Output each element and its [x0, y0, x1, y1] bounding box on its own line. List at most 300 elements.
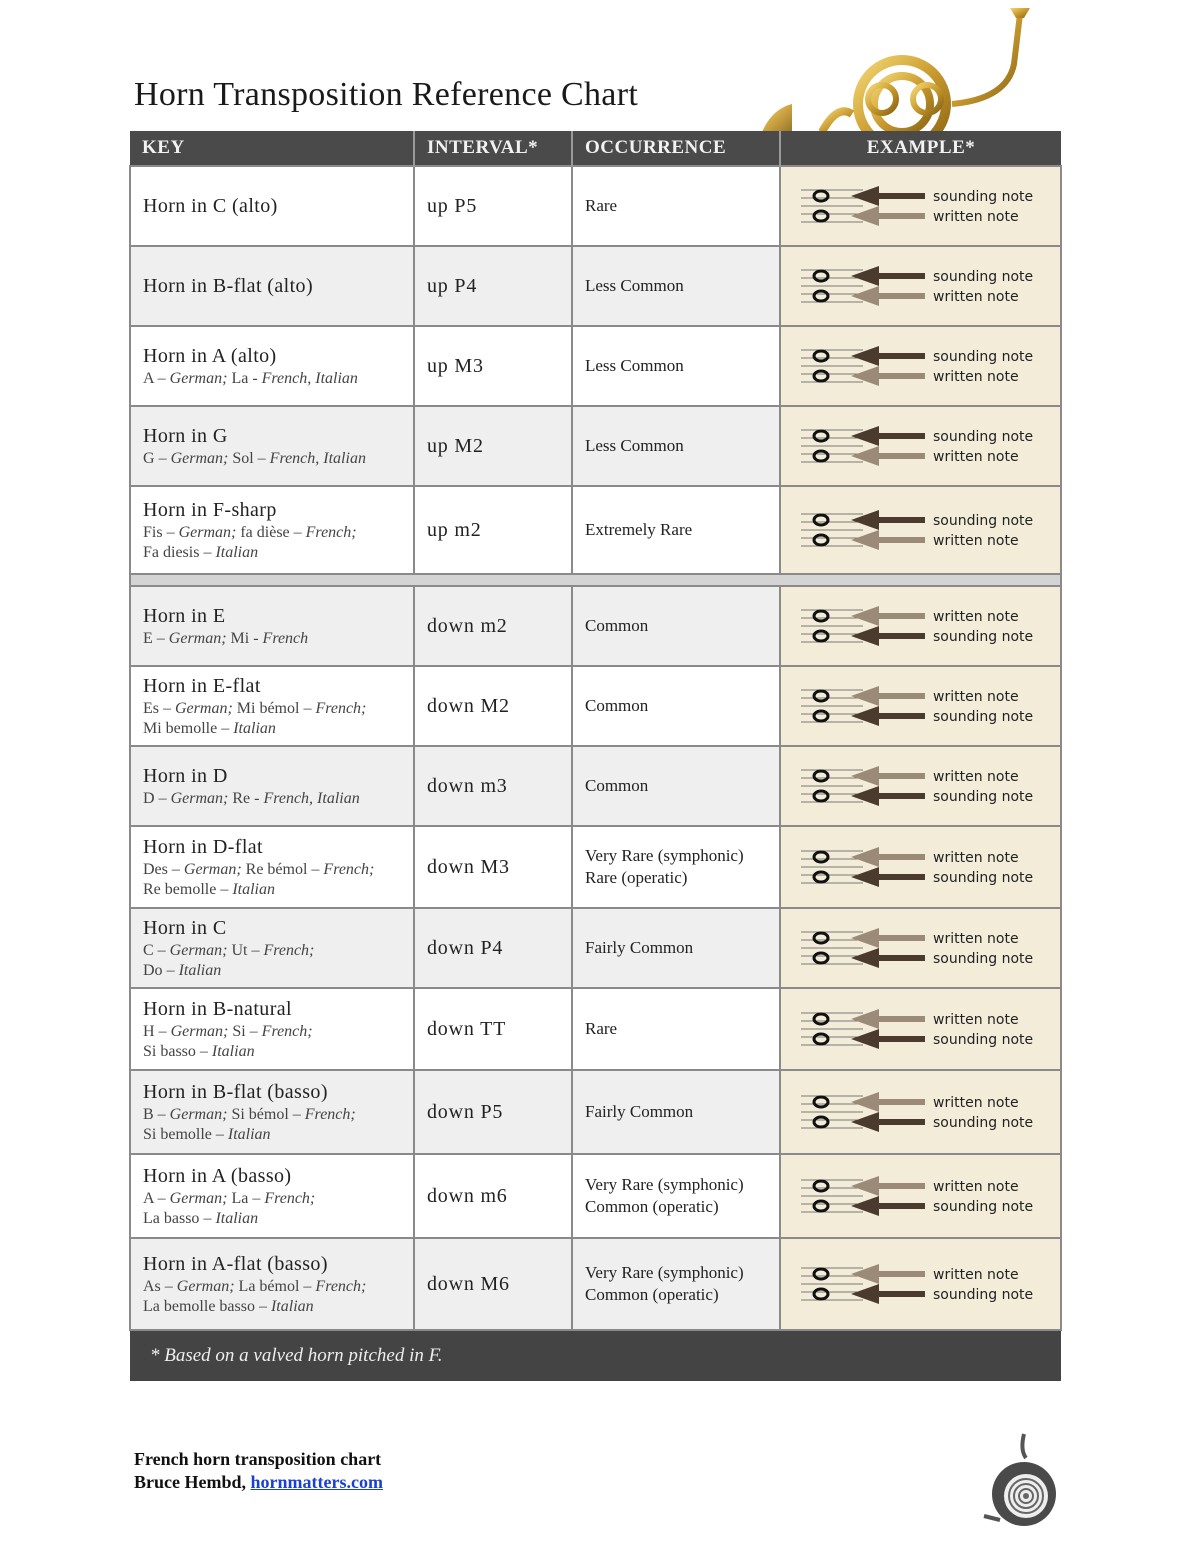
- note-name: As: [143, 1277, 165, 1295]
- example-staff: [781, 668, 1060, 744]
- written-note-head: [814, 852, 828, 862]
- key-name: Horn in A (basso): [143, 1164, 292, 1187]
- language-name: – German;: [157, 369, 232, 387]
- sounding-arrow-shaft: [877, 1119, 925, 1125]
- language-name: – German;: [158, 449, 233, 467]
- occurrence-line: Fairly Common: [585, 938, 694, 957]
- sounding-note-label: sounding note: [933, 349, 1034, 365]
- interval-cell: up M2: [414, 406, 572, 486]
- key-cell: [130, 746, 414, 826]
- written-arrow-shaft: [877, 453, 925, 459]
- language-name: – French;: [249, 1022, 313, 1040]
- written-arrow-shaft: [877, 213, 925, 219]
- written-note-label: written note: [933, 1012, 1019, 1028]
- sounding-arrow-shaft: [877, 1203, 925, 1209]
- sounding-note-label: sounding note: [933, 709, 1034, 725]
- footer-credit: [134, 1448, 383, 1494]
- note-name: B: [143, 1105, 158, 1123]
- sounding-note-head: [814, 631, 828, 641]
- sounding-note-head: [814, 515, 828, 525]
- sounding-note-label: sounding note: [933, 269, 1034, 285]
- occurrence-cell: [572, 908, 780, 988]
- header-occurrence: OCCURRENCE: [572, 131, 780, 166]
- example-staff: [781, 990, 1060, 1068]
- table-row: [130, 1070, 1061, 1154]
- occurrence-cell: [572, 826, 780, 908]
- key-name: Horn in C (alto): [143, 194, 278, 217]
- language-name: – German;: [158, 789, 233, 807]
- sounding-note-head: [814, 1034, 828, 1044]
- note-name: Fis: [143, 523, 167, 541]
- key-name: Horn in A (alto): [143, 344, 277, 367]
- interval-cell: down m3: [414, 746, 572, 826]
- key-cell: [130, 826, 414, 908]
- occurrence-line: Rare (operatic): [585, 868, 688, 887]
- note-name: Fa diesis: [143, 543, 204, 561]
- key-cell: [130, 1154, 414, 1238]
- written-arrow-head: [851, 606, 879, 626]
- example-staff: [781, 248, 1060, 324]
- language-name: – German;: [163, 699, 237, 717]
- key-cell: [130, 406, 414, 486]
- sounding-note-head: [814, 1289, 828, 1299]
- example-staff: [781, 588, 1060, 664]
- example-cell: [780, 1154, 1061, 1238]
- interval-cell: up m2: [414, 486, 572, 574]
- sounding-arrow-shaft: [877, 874, 925, 880]
- language-name: – Italian: [203, 1209, 259, 1227]
- example-cell: [780, 406, 1061, 486]
- table-row: [130, 1154, 1061, 1238]
- table-row: [130, 826, 1061, 908]
- written-arrow-head: [851, 928, 879, 948]
- language-name: – French;: [311, 860, 375, 878]
- key-name: Horn in E: [143, 604, 226, 627]
- note-name: fa dièse: [240, 523, 294, 541]
- table-row: [130, 1238, 1061, 1330]
- section-divider-cell: [130, 574, 1061, 586]
- sounding-note-label: sounding note: [933, 429, 1034, 445]
- language-name: – German;: [164, 1277, 239, 1295]
- interval-cell: up M3: [414, 326, 572, 406]
- occurrence-cell: [572, 326, 780, 406]
- sounding-arrow-head: [851, 510, 879, 530]
- occurrence-line: Common (operatic): [585, 1285, 719, 1304]
- written-note-label: written note: [933, 689, 1019, 705]
- language-name: - French: [253, 629, 309, 647]
- written-note-head: [814, 611, 828, 621]
- note-name: Mi bemolle: [143, 719, 222, 737]
- language-name: – German;: [157, 941, 232, 959]
- sounding-note-head: [814, 191, 828, 201]
- key-cell: [130, 486, 414, 574]
- note-name: H: [143, 1022, 159, 1040]
- sounding-note-label: sounding note: [933, 951, 1034, 967]
- example-cell: [780, 166, 1061, 246]
- written-note-label: written note: [933, 209, 1019, 225]
- sounding-note-label: sounding note: [933, 1287, 1034, 1303]
- written-note-label: written note: [933, 289, 1019, 305]
- written-note-head: [814, 1269, 828, 1279]
- language-name: – Italian: [215, 1125, 271, 1143]
- written-arrow-shaft: [877, 1271, 925, 1277]
- sounding-arrow-shaft: [877, 1291, 925, 1297]
- note-name: A: [143, 1189, 158, 1207]
- written-arrow-head: [851, 1092, 879, 1112]
- table-row: [130, 406, 1061, 486]
- language-name: – Italian: [199, 1042, 255, 1060]
- note-name: Si basso: [143, 1042, 200, 1060]
- key-translation: [143, 881, 401, 899]
- language-name: – French;: [251, 941, 315, 959]
- example-cell: [780, 486, 1061, 574]
- header-example: EXAMPLE*: [780, 131, 1061, 166]
- example-cell: [780, 1238, 1061, 1330]
- occurrence-line: Common (operatic): [585, 1197, 719, 1216]
- sounding-note-label: sounding note: [933, 1115, 1034, 1131]
- note-name: Do: [143, 961, 167, 979]
- transposition-table: [129, 131, 1062, 1381]
- written-note-label: written note: [933, 369, 1019, 385]
- note-name: Si bemolle: [143, 1125, 216, 1143]
- sounding-arrow-head: [851, 186, 879, 206]
- key-name: Horn in C: [143, 916, 227, 939]
- note-name: Des: [143, 860, 172, 878]
- note-name: E: [143, 629, 157, 647]
- language-name: – Italian: [166, 961, 222, 979]
- sounding-arrow-shaft: [877, 193, 925, 199]
- written-arrow-shaft: [877, 537, 925, 543]
- example-staff: [781, 1072, 1060, 1152]
- language-name: - French, Italian: [254, 789, 360, 807]
- written-arrow-head: [851, 1009, 879, 1029]
- occurrence-line: Common: [585, 696, 649, 715]
- occurrence-cell: [572, 1154, 780, 1238]
- key-cell: [130, 908, 414, 988]
- written-note-head: [814, 691, 828, 701]
- occurrence-cell: [572, 746, 780, 826]
- key-cell: [130, 586, 414, 666]
- key-name: Horn in B-natural: [143, 997, 292, 1020]
- occurrence-line: Extremely Rare: [585, 520, 693, 539]
- sounding-note-head: [814, 1201, 828, 1211]
- note-name: Si: [232, 1022, 250, 1040]
- example-staff: [781, 748, 1060, 824]
- written-note-label: written note: [933, 769, 1019, 785]
- language-name: – German;: [157, 1189, 232, 1207]
- written-note-head: [814, 371, 828, 381]
- sounding-note-label: sounding note: [933, 870, 1034, 886]
- table-row: [130, 746, 1061, 826]
- language-name: – French;: [292, 1105, 356, 1123]
- sounding-note-head: [814, 351, 828, 361]
- example-cell: [780, 326, 1061, 406]
- key-cell: [130, 988, 414, 1070]
- note-name: A: [143, 369, 158, 387]
- note-name: La bémol: [238, 1277, 304, 1295]
- sounding-arrow-head: [851, 706, 879, 726]
- sounding-note-label: sounding note: [933, 1199, 1034, 1215]
- example-staff: [781, 1156, 1060, 1236]
- written-arrow-head: [851, 1264, 879, 1284]
- written-note-head: [814, 771, 828, 781]
- written-note-head: [814, 535, 828, 545]
- key-translation: [143, 1298, 401, 1316]
- example-staff: [781, 1240, 1060, 1328]
- table-body: [130, 166, 1061, 1330]
- footnote-row: [130, 1330, 1061, 1381]
- key-cell: [130, 166, 414, 246]
- key-translation: [143, 1278, 401, 1296]
- occurrence-line: Common: [585, 776, 649, 795]
- key-translation: [143, 700, 401, 718]
- written-note-head: [814, 1181, 828, 1191]
- sounding-arrow-head: [851, 786, 879, 806]
- note-name: Re bemolle: [143, 880, 221, 898]
- key-translation: [143, 524, 401, 542]
- occurrence-cell: [572, 666, 780, 746]
- key-translation: [143, 544, 401, 562]
- interval-cell: down P5: [414, 1070, 572, 1154]
- key-name: Horn in A-flat (basso): [143, 1252, 328, 1275]
- occurrence-line: Rare: [585, 1019, 618, 1038]
- sounding-note-head: [814, 872, 828, 882]
- sounding-arrow-shaft: [877, 793, 925, 799]
- written-arrow-shaft: [877, 935, 925, 941]
- key-name: Horn in D: [143, 764, 228, 787]
- language-name: – French, Italian: [257, 449, 366, 467]
- language-name: – German;: [171, 860, 246, 878]
- written-arrow-head: [851, 686, 879, 706]
- sounding-arrow-shaft: [877, 713, 925, 719]
- sounding-arrow-shaft: [877, 433, 925, 439]
- key-translation: [143, 962, 401, 980]
- key-translation: [143, 1190, 401, 1208]
- interval-cell: down M6: [414, 1238, 572, 1330]
- sounding-note-label: sounding note: [933, 189, 1034, 205]
- horn-logo-icon: [980, 1432, 1062, 1532]
- sounding-arrow-head: [851, 426, 879, 446]
- example-staff: [781, 488, 1060, 572]
- written-note-head: [814, 933, 828, 943]
- sounding-arrow-shaft: [877, 1036, 925, 1042]
- key-translation: [143, 942, 401, 960]
- table-row: [130, 166, 1061, 246]
- key-cell: [130, 326, 414, 406]
- table-header-row: [130, 131, 1061, 166]
- sounding-note-label: sounding note: [933, 1032, 1034, 1048]
- written-arrow-head: [851, 446, 879, 466]
- occurrence-line: Less Common: [585, 356, 684, 375]
- sounding-arrow-head: [851, 1112, 879, 1132]
- occurrence-cell: [572, 166, 780, 246]
- key-cell: [130, 246, 414, 326]
- example-cell: [780, 586, 1061, 666]
- footer-title: French horn transposition chart: [134, 1449, 382, 1469]
- interval-cell: down P4: [414, 908, 572, 988]
- footer-author-line: [134, 1471, 383, 1494]
- written-arrow-shaft: [877, 1183, 925, 1189]
- written-arrow-head: [851, 206, 879, 226]
- table-row: [130, 586, 1061, 666]
- sounding-arrow-head: [851, 626, 879, 646]
- note-name: Re bémol: [245, 860, 312, 878]
- sounding-arrow-head: [851, 346, 879, 366]
- written-note-head: [814, 451, 828, 461]
- header-interval: INTERVAL*: [414, 131, 572, 166]
- note-name: Mi bémol: [236, 699, 304, 717]
- written-note-label: written note: [933, 931, 1019, 947]
- note-name: C: [143, 941, 158, 959]
- note-name: La: [231, 369, 253, 387]
- key-name: Horn in F-sharp: [143, 498, 277, 521]
- example-staff: [781, 910, 1060, 986]
- written-arrow-head: [851, 1176, 879, 1196]
- section-divider: [130, 574, 1061, 586]
- sounding-note-head: [814, 953, 828, 963]
- note-name: Re: [232, 789, 255, 807]
- written-note-label: written note: [933, 850, 1019, 866]
- sounding-arrow-head: [851, 1029, 879, 1049]
- occurrence-line: Rare: [585, 196, 618, 215]
- sounding-arrow-head: [851, 266, 879, 286]
- written-note-label: written note: [933, 533, 1019, 549]
- example-cell: [780, 908, 1061, 988]
- language-name: - French, Italian: [252, 369, 358, 387]
- key-translation: [143, 790, 401, 808]
- language-name: – French;: [303, 699, 367, 717]
- occurrence-cell: [572, 246, 780, 326]
- note-name: Mi: [230, 629, 254, 647]
- note-name: La bemolle basso: [143, 1297, 259, 1315]
- occurrence-line: Less Common: [585, 276, 684, 295]
- written-note-label: written note: [933, 449, 1019, 465]
- written-note-head: [814, 211, 828, 221]
- key-translation: [143, 1126, 401, 1144]
- sounding-arrow-head: [851, 948, 879, 968]
- example-staff: [781, 328, 1060, 404]
- occurrence-cell: [572, 586, 780, 666]
- written-note-label: written note: [933, 1179, 1019, 1195]
- sounding-arrow-head: [851, 1284, 879, 1304]
- table-row: [130, 666, 1061, 746]
- sounding-note-head: [814, 711, 828, 721]
- interval-cell: down m6: [414, 1154, 572, 1238]
- key-cell: [130, 1238, 414, 1330]
- language-name: – French;: [293, 523, 357, 541]
- key-name: Horn in B-flat (alto): [143, 274, 314, 297]
- sounding-note-head: [814, 1117, 828, 1127]
- interval-cell: down M3: [414, 826, 572, 908]
- key-translation: [143, 1023, 401, 1041]
- table-row: [130, 988, 1061, 1070]
- language-name: – Italian: [220, 880, 275, 898]
- language-name: – German;: [156, 629, 231, 647]
- french-horn-icon: [752, 4, 1052, 134]
- occurrence-cell: [572, 406, 780, 486]
- written-arrow-shaft: [877, 373, 925, 379]
- key-translation: [143, 720, 401, 738]
- key-name: Horn in E-flat: [143, 674, 261, 697]
- key-name: Horn in B-flat (basso): [143, 1080, 328, 1103]
- written-arrow-head: [851, 530, 879, 550]
- key-translation: [143, 370, 401, 388]
- occurrence-cell: [572, 1238, 780, 1330]
- note-name: G: [143, 449, 159, 467]
- written-note-label: written note: [933, 1095, 1019, 1111]
- key-name: Horn in D-flat: [143, 835, 264, 858]
- note-name: La basso: [143, 1209, 204, 1227]
- hornmatters-link[interactable]: hornmatters.com: [250, 1472, 383, 1492]
- page-title: Horn Transposition Reference Chart: [134, 76, 639, 113]
- language-name: – Italian: [203, 543, 259, 561]
- table-row: [130, 246, 1061, 326]
- occurrence-line: Common: [585, 616, 649, 635]
- occurrence-line: Very Rare (symphonic): [585, 846, 744, 865]
- note-name: Sol: [232, 449, 258, 467]
- sounding-arrow-shaft: [877, 517, 925, 523]
- sounding-arrow-head: [851, 867, 879, 887]
- written-arrow-head: [851, 286, 879, 306]
- occurrence-line: Fairly Common: [585, 1102, 694, 1121]
- occurrence-line: Very Rare (symphonic): [585, 1175, 744, 1194]
- written-note-head: [814, 1014, 828, 1024]
- occurrence-cell: [572, 988, 780, 1070]
- occurrence-cell: [572, 1070, 780, 1154]
- sounding-note-head: [814, 431, 828, 441]
- occurrence-cell: [572, 486, 780, 574]
- written-note-head: [814, 291, 828, 301]
- written-arrow-shaft: [877, 693, 925, 699]
- interval-cell: down m2: [414, 586, 572, 666]
- note-name: Si bémol: [231, 1105, 293, 1123]
- table-row: [130, 908, 1061, 988]
- key-translation: [143, 861, 401, 879]
- table-row: [130, 486, 1061, 574]
- example-cell: [780, 826, 1061, 908]
- sounding-arrow-shaft: [877, 273, 925, 279]
- note-name: La: [231, 1189, 253, 1207]
- header-key: KEY: [130, 131, 414, 166]
- written-arrow-head: [851, 847, 879, 867]
- written-arrow-head: [851, 766, 879, 786]
- sounding-note-label: sounding note: [933, 789, 1034, 805]
- sounding-note-head: [814, 271, 828, 281]
- example-cell: [780, 666, 1061, 746]
- interval-cell: up P5: [414, 166, 572, 246]
- footer-author: Bruce Hembd,: [134, 1472, 251, 1492]
- key-translation: [143, 630, 401, 648]
- note-name: Es: [143, 699, 163, 717]
- interval-cell: up P4: [414, 246, 572, 326]
- table-row: [130, 326, 1061, 406]
- language-name: – French;: [252, 1189, 316, 1207]
- written-arrow-shaft: [877, 854, 925, 860]
- written-arrow-shaft: [877, 773, 925, 779]
- written-arrow-shaft: [877, 613, 925, 619]
- example-staff: [781, 828, 1060, 906]
- sounding-arrow-shaft: [877, 955, 925, 961]
- example-staff: [781, 168, 1060, 244]
- written-arrow-shaft: [877, 293, 925, 299]
- written-note-label: written note: [933, 609, 1019, 625]
- occurrence-line: Less Common: [585, 436, 684, 455]
- written-arrow-shaft: [877, 1099, 925, 1105]
- interval-cell: down M2: [414, 666, 572, 746]
- sounding-note-label: sounding note: [933, 513, 1034, 529]
- language-name: – French;: [303, 1277, 367, 1295]
- example-cell: [780, 246, 1061, 326]
